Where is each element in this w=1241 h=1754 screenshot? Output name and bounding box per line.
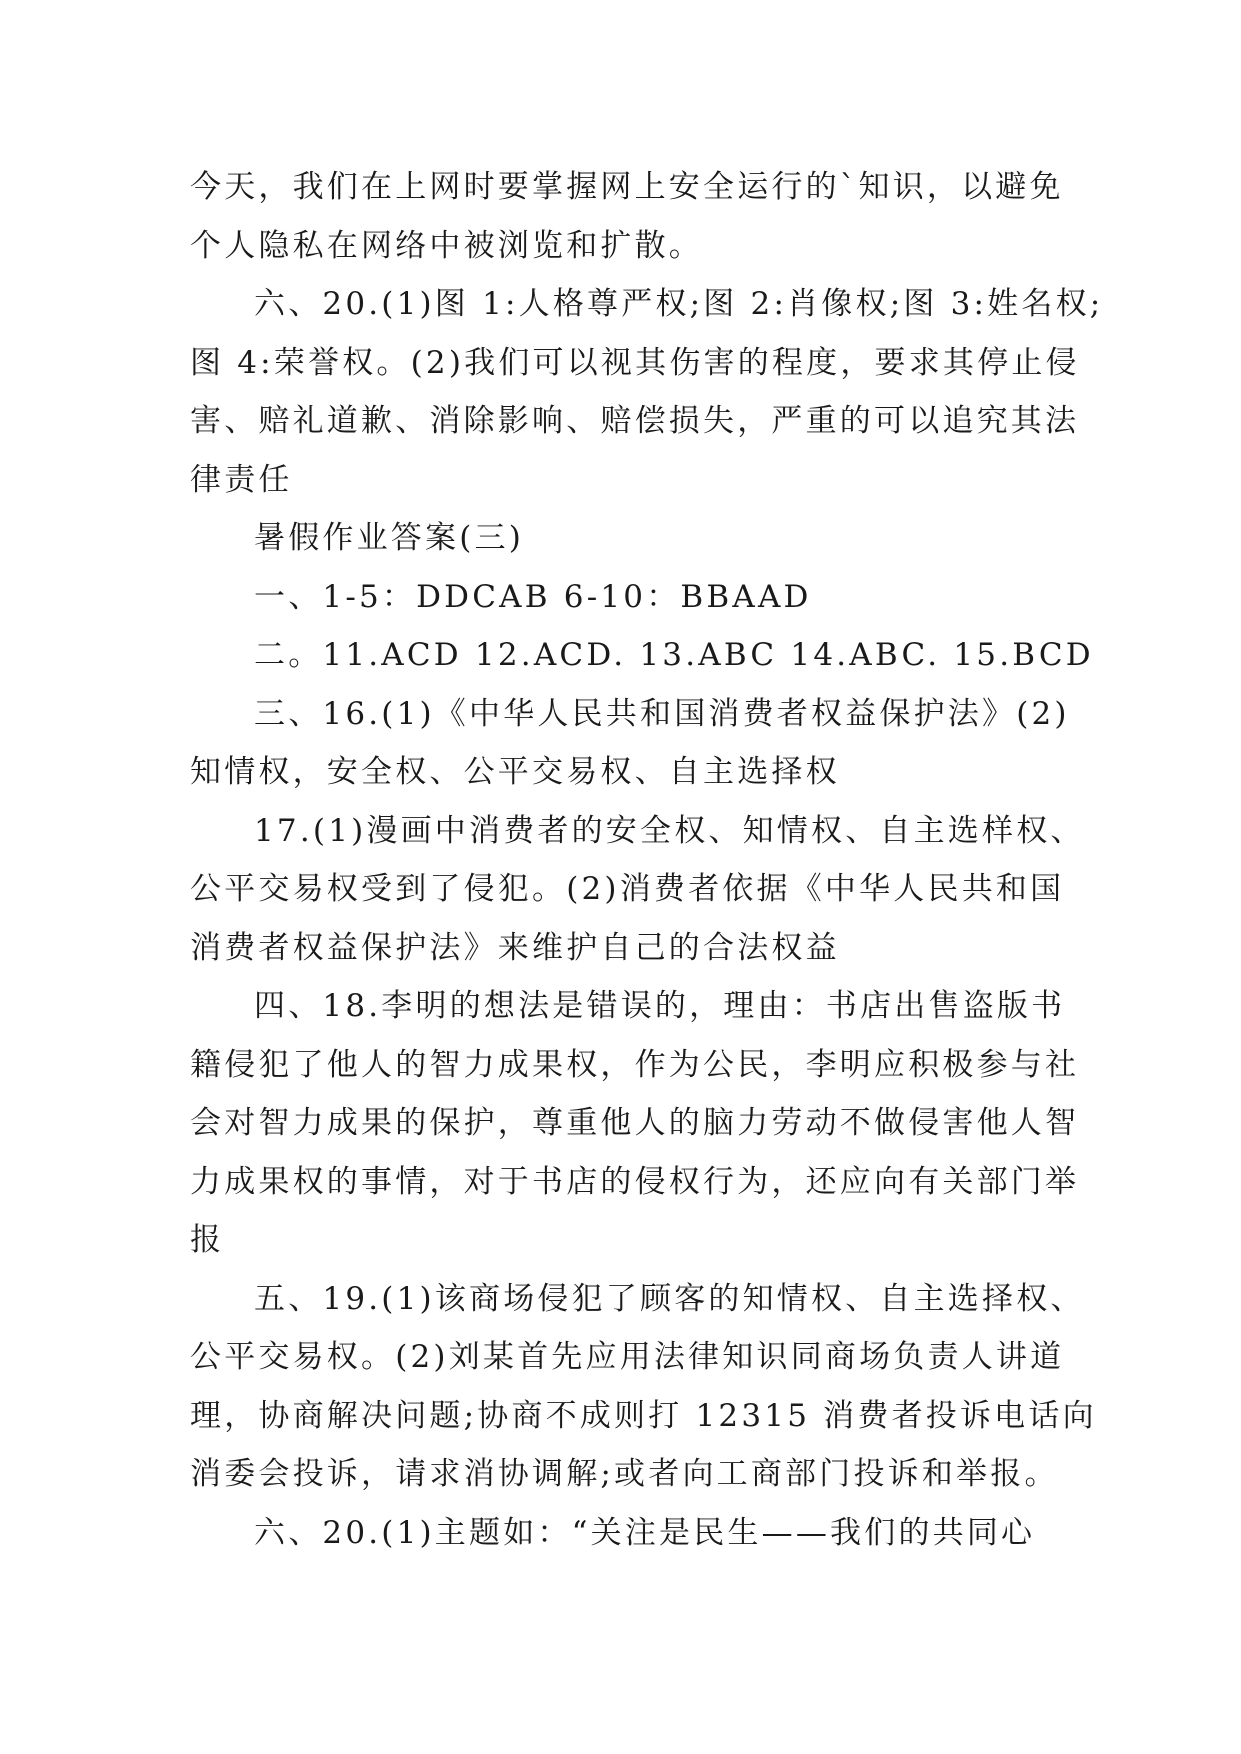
text-line: 六、20.(1)图 1:人格尊严权;图 2:肖像权;图 3:姓名权; (254, 286, 1104, 322)
text-line: 籍侵犯了他人的智力成果权，作为公民，李明应积极参与社 (190, 1046, 1080, 1083)
text-line: 17.(1)漫画中消费者的安全权、知情权、自主选样权、 (254, 812, 1085, 849)
text-line: 一、1-5：DDCAB 6-10：BBAAD (254, 578, 812, 615)
text-line: 消费者权益保护法》来维护自己的合法权益 (190, 929, 840, 966)
text-line: 公平交易权受到了侵犯。(2)消费者依据《中华人民共和国 (190, 871, 1065, 907)
text-line: 三、16.(1)《中华人民共和国消费者权益保护法》(2) (254, 695, 1070, 732)
text-line: 会对智力成果的保护，尊重他人的脑力劳动不做侵害他人智 (190, 1105, 1080, 1141)
text-line: 力成果权的事情，对于书店的侵权行为，还应向有关部门举 (190, 1163, 1080, 1200)
document-body (190, 158, 1104, 1562)
text-line: 个人隐私在网络中被浏览和扩散。 (190, 227, 703, 264)
text-line: 消委会投诉，请求消协调解;或者向工商部门投诉和举报。 (190, 1456, 1059, 1492)
text-line: 害、赔礼道歉、消除影响、赔偿损失，严重的可以追究其法 (190, 403, 1080, 439)
text-line: 四、18.李明的想法是错误的，理由：书店出售盗版书 (254, 988, 1066, 1024)
text-line: 律责任 (190, 461, 293, 498)
text-line: 知情权，安全权、公平交易权、自主选择权 (190, 754, 840, 790)
text-line: 图 4:荣誉权。(2)我们可以视其伤害的程度，要求其停止侵 (190, 344, 1080, 381)
text-line: 暑假作业答案(三) (254, 520, 524, 556)
text-line: 五、19.(1)该商场侵犯了顾客的知情权、自主选择权、 (254, 1280, 1085, 1317)
text-line: 六、20.(1)主题如：“关注是民生——我们的共同心 (254, 1514, 1036, 1551)
text-line: 公平交易权。(2)刘某首先应用法律知识同商场负责人讲道 (190, 1339, 1065, 1375)
text-line: 理，协商解决问题;协商不成则打 12315 消费者投诉电话向 (190, 1397, 1097, 1434)
text-line: 今天，我们在上网时要掌握网上安全运行的`知识，以避免 (190, 169, 1064, 205)
text-line: 二。11.ACD 12.ACD. 13.ABC 14.ABC. 15.BCD (254, 637, 1094, 673)
text-line: 报 (190, 1222, 225, 1258)
